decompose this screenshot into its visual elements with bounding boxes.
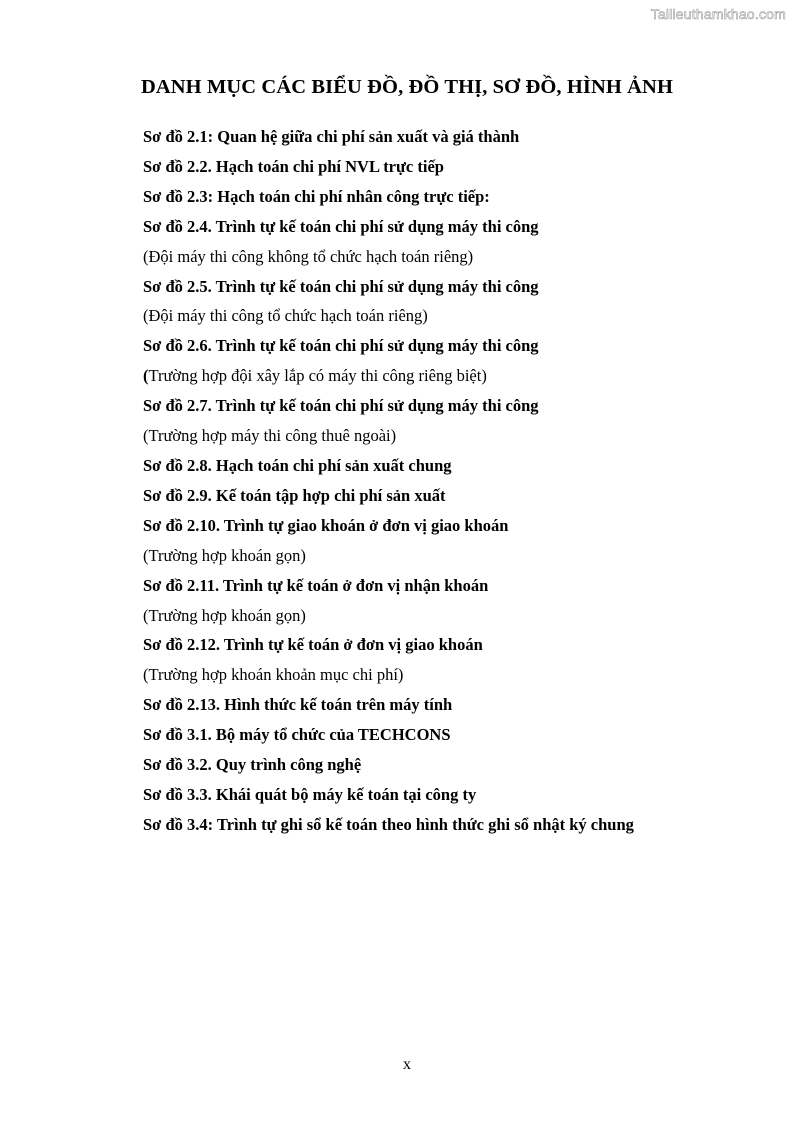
- page-number: x: [403, 1056, 411, 1073]
- list-item-diagram-3-3: Sơ đồ 3.3. Khái quát bộ máy kế toán tại công ty: [143, 784, 477, 804]
- list-item-diagram-2-9: Sơ đồ 2.9. Kế toán tập hợp chi phí sản xuất: [143, 485, 446, 505]
- list-item-note-2-12: (Trường hợp khoán khoản mục chi phí): [143, 665, 404, 685]
- note-text: Trường hợp đội xây lắp có máy thi công riêng biệt): [148, 366, 487, 386]
- page-title: DANH MỤC CÁC BIỂU ĐỒ, ĐỒ THỊ, SƠ ĐỒ, HÌNH ẢNH: [140, 76, 674, 98]
- list-item-diagram-2-12: Sơ đồ 2.12. Trình tự kế toán ở đơn vị giao khoán: [143, 635, 483, 655]
- list-item-diagram-3-2: Sơ đồ 3.2. Quy trình công nghệ: [143, 755, 362, 775]
- list-item-diagram-2-10: Sơ đồ 2.10. Trình tự giao khoán ở đơn vị giao khoán: [143, 515, 509, 535]
- list-item-diagram-2-2: Sơ đồ 2.2. Hạch toán chi phí NVL trực tiếp: [143, 156, 444, 176]
- list-item-note-2-11: (Trường hợp khoán gọn): [143, 605, 306, 625]
- list-item-diagram-2-6: Sơ đồ 2.6. Trình tự kế toán chi phí sử dụng máy thi công: [143, 336, 539, 356]
- list-item-note-2-4: (Đội máy thi công không tổ chức hạch toán riêng): [143, 246, 474, 266]
- list-item-note-2-7: (Trường hợp máy thi công thuê ngoài): [143, 426, 397, 446]
- list-item-diagram-2-1: Sơ đồ 2.1: Quan hệ giữa chi phí sản xuất và giá thành: [143, 127, 520, 146]
- watermark: Tailieuthamkhao.com: [650, 6, 786, 22]
- list-item-note-2-6: [143, 361, 634, 391]
- list-item-diagram-2-3: Sơ đồ 2.3: Hạch toán chi phí nhân công trực tiếp:: [143, 186, 490, 206]
- list-item-diagram-3-1: Sơ đồ 3.1. Bộ máy tổ chức của TECHCONS: [143, 725, 451, 745]
- list-item-diagram-2-13: Sơ đồ 2.13. Hình thức kế toán trên máy tính: [143, 695, 453, 715]
- list-item-diagram-3-4: Sơ đồ 3.4: Trình tự ghi sổ kế toán theo hình thức ghi sổ nhật ký chung: [143, 814, 634, 834]
- note-open-paren: (: [143, 366, 149, 386]
- list-item-note-2-10: (Trường hợp khoán gọn): [143, 545, 306, 565]
- list-item-diagram-2-4: Sơ đồ 2.4. Trình tự kế toán chi phí sử dụng máy thi công: [143, 216, 539, 236]
- figure-list: [143, 122, 634, 840]
- list-item-diagram-2-7: Sơ đồ 2.7. Trình tự kế toán chi phí sử dụng máy thi công: [143, 396, 539, 416]
- list-item-diagram-2-11: Sơ đồ 2.11. Trình tự kế toán ở đơn vị nhận khoán: [143, 575, 489, 595]
- list-item-note-2-5: (Đội máy thi công tổ chức hạch toán riêng): [143, 306, 428, 326]
- list-item-diagram-2-8: Sơ đồ 2.8. Hạch toán chi phí sản xuất chung: [143, 455, 452, 475]
- list-item-diagram-2-5: Sơ đồ 2.5. Trình tự kế toán chi phí sử dụng máy thi công: [143, 276, 539, 296]
